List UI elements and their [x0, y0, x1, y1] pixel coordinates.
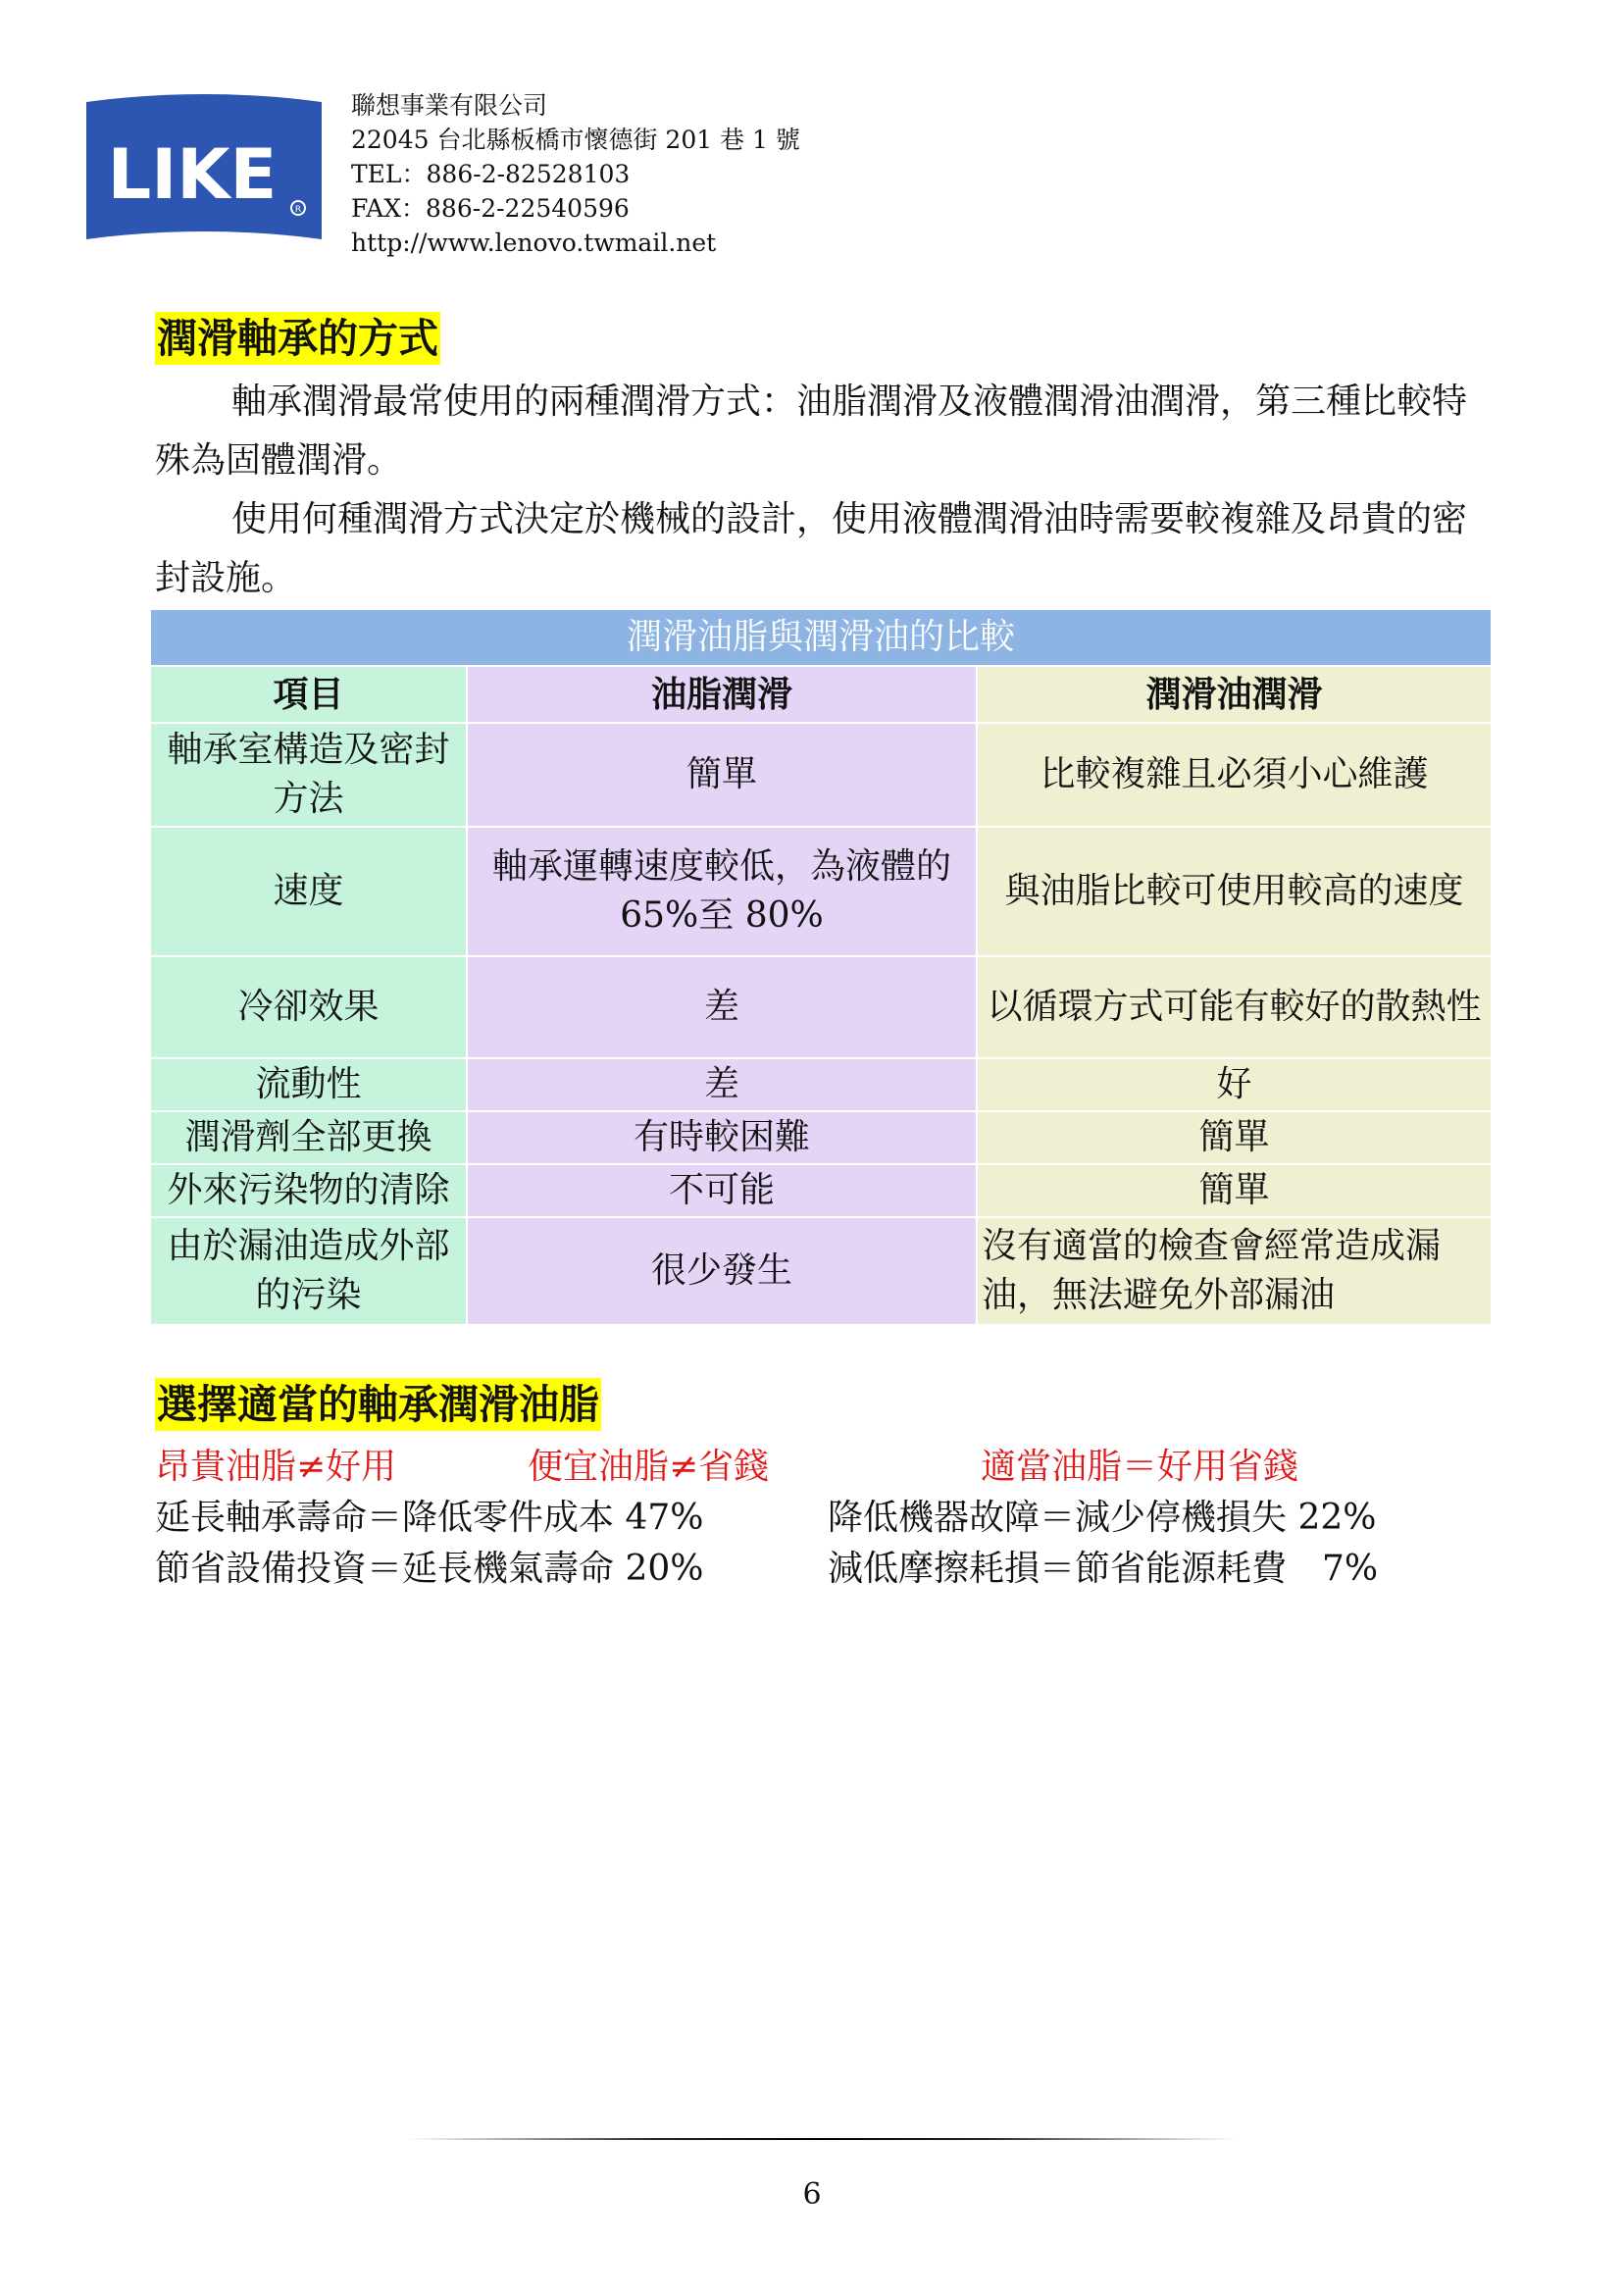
table-cell: 好: [977, 1058, 1491, 1111]
table-row: [151, 956, 1491, 1058]
table-row: [151, 1164, 1491, 1217]
benefit-bearing-life: 延長軸承壽命＝降低零件成本 47%: [155, 1498, 704, 1538]
slogan-appropriate: 適當油脂＝好用省錢: [981, 1447, 1299, 1487]
table-row: [151, 1217, 1491, 1325]
table-cell: 差: [467, 956, 977, 1058]
table-cell: 差: [467, 1058, 977, 1111]
benefit-machine-failure: 降低機器故障＝減少停機損失 22%: [828, 1498, 1377, 1538]
company-info: [351, 88, 800, 260]
table-cell: 外來污染物的清除: [151, 1164, 467, 1217]
footer-divider: [407, 2138, 1236, 2140]
table-cell: 有時較困難: [467, 1111, 977, 1164]
company-logo: [84, 94, 324, 247]
slogan-expensive: 昂貴油脂≠好用: [155, 1447, 397, 1487]
table-row: [151, 1111, 1491, 1164]
logo-text: LIKE: [107, 134, 278, 215]
company-address: 22045 台北縣板橋市懷德街 201 巷 1 號: [351, 126, 800, 154]
table-cell: 簡單: [977, 1164, 1491, 1217]
paragraph-lubrication-types: 軸承潤滑最常使用的兩種潤滑方式：油脂潤滑及液體潤滑油潤滑，第三種比較特殊為固體潤滑。: [155, 382, 1468, 481]
benefit-energy: 減低摩擦耗損＝節省能源耗費 7%: [828, 1549, 1379, 1589]
section-heading-choose-grease: 選擇適當的軸承潤滑油脂: [155, 1378, 601, 1431]
slogan-cheap: 便宜油脂≠省錢: [528, 1447, 770, 1487]
benefit-line: [155, 1493, 1469, 1544]
company-name: 聯想事業有限公司: [351, 91, 548, 120]
table-header-row: [151, 666, 1491, 723]
table-cell: 比較複雜且必須小心維護: [977, 723, 1491, 827]
benefit-line: [155, 1544, 1469, 1595]
table-cell: 與油脂比較可使用較高的速度: [977, 827, 1491, 956]
company-tel: TEL：886-2-82528103: [351, 160, 631, 188]
benefit-equipment: 節省設備投資＝延長機氣壽命 20%: [155, 1549, 704, 1589]
svg-text:R: R: [294, 205, 302, 215]
table-cell: 由於漏油造成外部的污染: [151, 1217, 467, 1325]
comparison-table: [151, 610, 1491, 1326]
grease-slogans: [155, 1442, 1469, 1493]
table-row: [151, 827, 1491, 956]
table-cell: 軸承室構造及密封方法: [151, 723, 467, 827]
company-website: http://www.lenovo.twmail.net: [351, 229, 717, 257]
table-cell: 潤滑劑全部更換: [151, 1111, 467, 1164]
table-cell: 軸承運轉速度較低，為液體的65%至 80%: [467, 827, 977, 956]
table-title: 潤滑油脂與潤滑油的比較: [151, 610, 1491, 666]
table-header-item: 項目: [151, 666, 467, 723]
table-header-grease: 油脂潤滑: [467, 666, 977, 723]
table-cell: 簡單: [977, 1111, 1491, 1164]
paragraph-lubrication-design: 使用何種潤滑方式決定於機械的設計，使用液體潤滑油時需要較複雜及昂貴的密封設施。: [155, 499, 1468, 598]
table-cell: 沒有適當的檢查會經常造成漏油，無法避免外部漏油: [977, 1217, 1491, 1325]
table-cell: 速度: [151, 827, 467, 956]
table-cell: 冷卻效果: [151, 956, 467, 1058]
table-cell: 簡單: [467, 723, 977, 827]
company-fax: FAX：886-2-22540596: [351, 194, 630, 223]
page-number: 6: [802, 2177, 822, 2212]
table-row: [151, 1058, 1491, 1111]
table-cell: 不可能: [467, 1164, 977, 1217]
table-cell: 很少發生: [467, 1217, 977, 1325]
table-cell: 流動性: [151, 1058, 467, 1111]
section-heading-lubrication-methods: 潤滑軸承的方式: [155, 312, 440, 365]
grease-selection-block: [155, 1442, 1469, 1595]
table-row: [151, 723, 1491, 827]
table-header-oil: 潤滑油潤滑: [977, 666, 1491, 723]
table-cell: 以循環方式可能有較好的散熱性: [977, 956, 1491, 1058]
